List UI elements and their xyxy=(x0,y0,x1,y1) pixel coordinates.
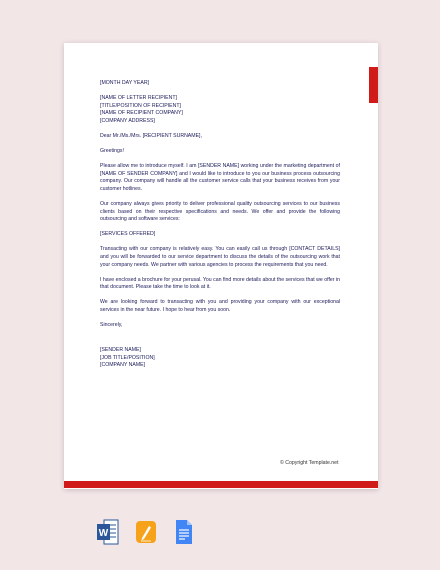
paragraph-transacting: Transacting with our company is relatively easy. You can easily call us through [CONTACT DETAILS] and you will be forwarded to our service department to discuss the details of the outsourcing work that your company needs. We partner with various agencies to process the requirements that you need. xyxy=(100,246,340,268)
red-accent-tab xyxy=(369,67,378,103)
svg-text:W: W xyxy=(98,528,109,539)
letter-date: [MONTH DAY YEAR] xyxy=(100,80,150,86)
recipient-address: [COMPANY ADDRESS] xyxy=(100,117,155,124)
copyright-text: © Copyright Template.net xyxy=(280,460,339,466)
letter-body xyxy=(100,80,340,377)
recipient-block xyxy=(100,95,340,125)
recipient-company: [NAME OF RECIPIENT COMPANY] xyxy=(100,110,183,117)
sender-name: [SENDER NAME] xyxy=(100,347,141,354)
sender-company: [COMPANY NAME] xyxy=(100,362,146,369)
closing: Sincerely, xyxy=(100,322,123,329)
paragraph-closing: We are looking forward to transacting with you and providing your company with our exceptional services in the near future. I hope to hear from you soon. xyxy=(100,299,340,313)
paragraph-services: Our company always gives priority to deliver professional quality outsourcing services to our business clients based on their respective specifications and needs. We offer and provide the following outsourcing and software services: xyxy=(100,201,340,223)
salutation: Dear Mr./Ms./Mrs. [RECIPIENT SURNAME], xyxy=(100,132,202,139)
word-icon[interactable] xyxy=(97,518,119,546)
app-icons xyxy=(97,518,195,546)
recipient-title: [TITLE/POSITION OF RECIPIENT] xyxy=(100,102,181,109)
greeting: Greetings! xyxy=(100,148,124,155)
google-docs-icon[interactable] xyxy=(173,518,195,546)
paragraph-brochure: I have enclosed a brochure for your perusal. You can find more details about the services that we offer in that document. Please take the time to look at it. xyxy=(100,276,340,291)
sender-title: [JOB TITLE/POSITION] xyxy=(100,354,155,361)
recipient-name: [NAME OF LETTER RECIPIENT] xyxy=(100,95,177,102)
paragraph-services-offered: [SERVICES OFFERED] xyxy=(100,231,156,238)
sender-block xyxy=(100,347,340,370)
pages-icon[interactable] xyxy=(135,518,157,546)
red-bottom-bar xyxy=(64,481,378,488)
paragraph-intro: Please allow me to introduce myself. I am [SENDER NAME] working under the marketing department of [NAME OF SENDER COMPANY] and I would like to introduce to you our business process outsourcing company. Our company will handle all the customer service calls that your business receives from your customer hotlines. xyxy=(100,163,340,192)
